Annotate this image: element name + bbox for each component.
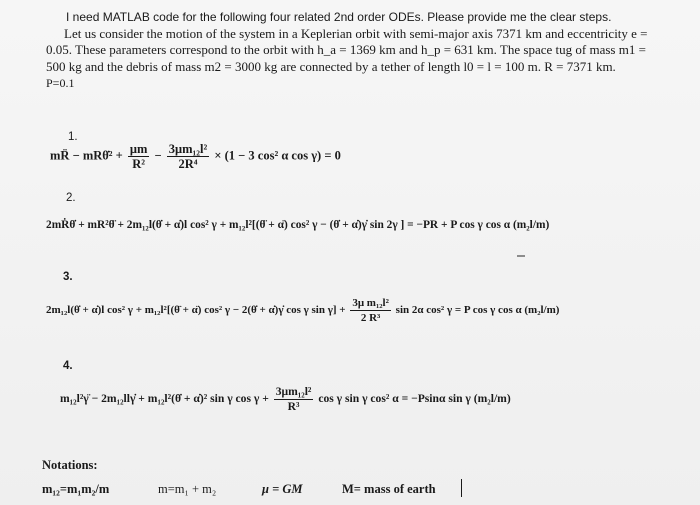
text-cursor [461,479,462,497]
equation-1-frac2-bottom: 2R⁴ [178,157,198,171]
equation-1-frac1-top: μm [129,142,148,156]
equation-1-fraction-1 [128,142,150,171]
notation-earth-mass: M= mass of earth [342,482,436,496]
equation-3-frac-top: 3μ m₁₂l² [352,297,389,309]
notations-title: Notations: [42,458,98,472]
equation-4-frac-top: 3μm₁₂l² [275,385,312,398]
equation-1-minus: − [154,148,162,163]
equation-4-lhs: m₁₂l²γ̈ − 2m₁₂llγ̇ + m₁₂l²(θ̇ + α̇)² sin γ cos γ + [60,392,269,406]
intro-line-1: I need MATLAB code for the following four related 2nd order ODEs. Please provide me the clear steps. [66,10,612,24]
notation-mu: μ = GM [262,482,303,496]
equation-3 [46,296,559,325]
equation-1-lhs: mR̈ − mRθ̇² + [50,148,123,163]
equation-4 [60,385,511,414]
equation-3-rhs: sin 2α cos² γ = P cos γ cos α (m₂l/m) [395,304,560,317]
intro-line-4: 500 kg and the debris of mass m2 = 3000 kg are connected by a tether of length l0 = l = 100 m. R = 7371 km. [46,58,616,74]
intro-line-2: Let us consider the motion of the system in a Keplerian orbit with semi-major axis 7371 km and eccentricity e = [64,25,648,41]
notation-m12: m₁₂=m₁m₂/m [42,482,110,496]
intro-line-3: 0.05. These parameters correspond to the orbit with h_a = 1369 km and h_p = 631 km. The space tug of mass m1 = [46,42,646,58]
equation-2-number: 2. [66,192,76,204]
notation-m: m=m₁ + m₂ [158,482,217,496]
equation-3-frac-bottom: 2 R³ [360,312,381,324]
equation-1-frac2-top: 3μm₁₂l² [168,142,208,156]
equation-4-fraction [274,385,314,414]
equation-4-frac-bottom: R³ [287,400,300,413]
intro-line-5: P=0.1 [46,76,75,91]
equation-3-fraction [350,296,391,325]
problem-intro [46,9,666,92]
equation-1-tail: × (1 − 3 cos² α cos γ) = 0 [214,148,341,163]
stray-mark [517,255,525,257]
equation-3-lhs: 2m₁₂l(θ̇ + α̇)l cos² γ + m₁₂l²[(θ̈ + α̈) cos² γ − 2(θ̇ + α̇)γ̇ cos γ sin γ] + [46,304,346,317]
equation-1-frac1-bottom: R² [132,157,146,171]
equation-1 [50,142,341,171]
equation-2: 2mṘθ̇ + mR²θ̈ + 2m₁₂l(θ̇ + α̇)l cos² γ + m₁₂l²[(θ̈ + α̈) cos² γ − (θ̇ + α̇)γ̇ sin 2γ ] = −PR + P cos γ cos α (m₂l/m) [46,219,550,231]
equation-1-number: 1. [68,131,78,143]
equation-1-fraction-2 [167,142,209,171]
equation-4-number: 4. [63,360,73,372]
equation-4-rhs: cos γ sin γ cos² α = −Psinα sin γ (m₂l/m) [318,392,511,406]
equation-3-number: 3. [63,271,73,283]
